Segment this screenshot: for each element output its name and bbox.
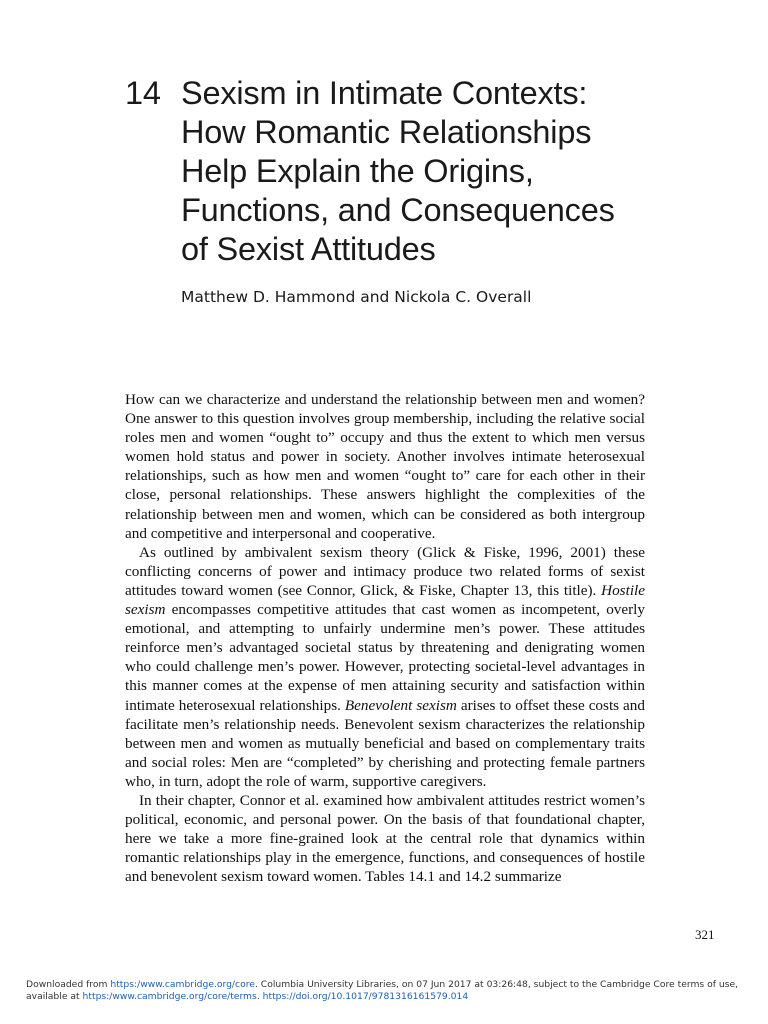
chapter-title-line: Functions, and Consequences xyxy=(181,192,615,228)
download-footer xyxy=(26,979,746,1003)
paragraph-2 xyxy=(125,543,645,791)
paragraph-1: How can we characterize and understand the relationship between men and women? One answer to this question involves group membership, including the relative social roles men and women “ought to” occupy and thus the extent to which men versus women hold status and power in society. Another involves intimate heterosexual relationships, such as how men and women “ought to” care for each other in their close, personal relationships. These answers highlight the complexities of the relationship between men and women, which can be considered as both intergroup and competitive and interpersonal and cooperative. xyxy=(125,391,645,542)
footer-text: . Columbia University Libraries, on 07 Jun 2017 at 03:26:48, subject to the Cambridge Core terms of use, xyxy=(254,979,739,990)
term-hostile-sexism: Hostile sexism xyxy=(125,581,645,619)
footer-text: Downloaded from xyxy=(26,979,111,990)
chapter-title xyxy=(181,74,741,269)
footer-text: . xyxy=(256,991,263,1002)
chapter-title-line: of Sexist Attitudes xyxy=(181,231,436,267)
terms-link[interactable]: https:/www.cambridge.org/core/terms xyxy=(82,991,257,1002)
footer-text: available at xyxy=(26,991,83,1002)
paragraph-2-part-a: As outlined by ambivalent sexism theory (Glick & Fiske, 1996, 2001) these conflicting concerns of power and intimacy produce two related forms of sexist attitudes toward women (see Connor, Glick, & Fiske, Chapter 13, this title). xyxy=(125,543,645,599)
paragraph-2-part-c: arises to offset these costs and facilitate men’s relationship needs. Benevolent sexism characterizes the relationship between men and women as mutually beneficial and based on complementary traits and social roles: Men are “completed” by cherishing and protecting female partners who, in turn, adopt the role of warm, supportive caregivers. xyxy=(125,696,645,790)
chapter-number: 14 xyxy=(125,75,161,111)
cambridge-core-link[interactable]: https:/www.cambridge.org/core xyxy=(110,979,255,990)
chapter-title-line: Sexism in Intimate Contexts: xyxy=(181,75,588,111)
chapter-authors: Matthew D. Hammond and Nickola C. Overall xyxy=(181,288,532,306)
paragraph-2-part-b: encompasses competitive attitudes that cast women as incompetent, overly emotional, and attempting to unfairly undermine men’s power. These attitudes reinforce men’s advantaged societal status by threatening and denigrating women who could challenge men’s power. However, protecting societal-level advantages in this manner comes at the expense of men attaining security and satisfaction within intimate heterosexual relationships. xyxy=(125,601,645,714)
body-text xyxy=(125,390,645,886)
page-number: 321 xyxy=(695,927,715,942)
footer-line-1 xyxy=(26,979,746,991)
term-benevolent-sexism: Benevolent sexism xyxy=(344,696,457,714)
paragraph-3: In their chapter, Connor et al. examined how ambivalent attitudes restrict women’s political, economic, and personal power. On the basis of that foundational chapter, here we take a more fine-grained look at the central role that dynamics within romantic relationships play in the emergence, functions, and consequences of hostile and benevolent sexism toward women. Tables 14.1 and 14.2 summarize xyxy=(125,791,645,886)
doi-link[interactable]: https://doi.org/10.1017/9781316161579.014 xyxy=(262,991,469,1002)
chapter-title-line: Help Explain the Origins, xyxy=(181,153,534,189)
footer-line-2 xyxy=(26,991,746,1003)
chapter-title-line: How Romantic Relationships xyxy=(181,114,592,150)
